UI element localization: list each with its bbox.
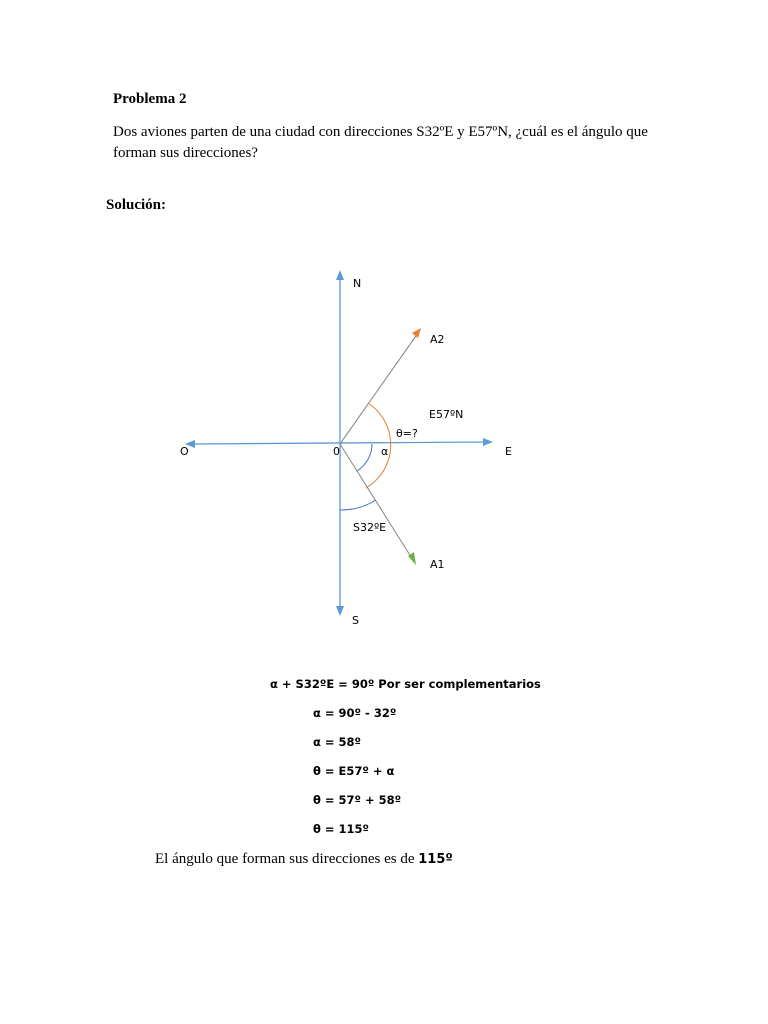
equation-step: θ = E57º + α	[313, 764, 395, 778]
a2-arrowhead	[412, 328, 421, 338]
equation-step: θ = 115º	[313, 822, 370, 836]
east-label: E	[505, 445, 512, 458]
complementary-equation: α + S32ºE = 90º Por ser complementarios	[270, 677, 541, 691]
solution-heading: Solución:	[106, 197, 167, 213]
north-label: N	[353, 277, 362, 290]
equation-step: θ = 57º + 58º	[313, 793, 402, 807]
south-arrowhead	[336, 606, 344, 616]
north-arrowhead	[336, 270, 344, 280]
equation-step: α = 58º	[313, 735, 362, 749]
conclusion	[155, 851, 453, 868]
bearing-a1-label: S32ºE	[353, 521, 387, 534]
equation-step: α = 90º - 32º	[313, 706, 397, 720]
alpha-label: α	[381, 445, 389, 458]
east-arrowhead	[483, 438, 493, 446]
conclusion-text: El ángulo que forman sus direcciones es de	[155, 851, 415, 867]
origin-label: 0	[333, 445, 340, 458]
problem-text: Dos aviones parten de una ciudad con direcciones S32ºE y E57ºN, ¿cuál es el ángulo que forman sus direcciones?	[113, 124, 648, 161]
a1-direction-line	[340, 444, 413, 560]
west-east-axis	[190, 442, 488, 444]
bearing-a2-label: E57ºN	[429, 408, 464, 421]
south-label: S	[352, 614, 359, 627]
alpha-arc	[357, 444, 372, 471]
west-label: O	[180, 445, 189, 458]
conclusion-value: 115º	[418, 852, 453, 867]
problem-title: Problema 2	[113, 91, 187, 107]
a1-label: A1	[430, 558, 445, 571]
a2-label: A2	[430, 333, 445, 346]
theta-label: θ=?	[396, 427, 418, 440]
s32e-arc	[340, 500, 376, 510]
